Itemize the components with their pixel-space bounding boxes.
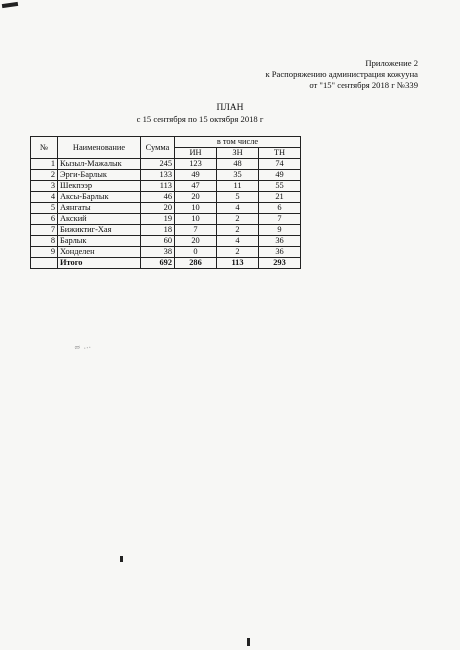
cell-zn: 5 xyxy=(217,192,259,203)
cell-sum: 19 xyxy=(141,214,175,225)
plan-subtitle: с 15 сентября по 15 октября 2018 г xyxy=(136,114,264,124)
table-row xyxy=(31,247,301,258)
table-row xyxy=(31,192,301,203)
cell-in: 7 xyxy=(175,225,217,236)
cell-zn: 4 xyxy=(217,203,259,214)
cell-tn: 49 xyxy=(259,170,301,181)
table-row xyxy=(31,236,301,247)
col-header-sum: Сумма xyxy=(141,137,175,159)
cell-sum: 60 xyxy=(141,236,175,247)
cell-in: 0 xyxy=(175,247,217,258)
cell-tn: 7 xyxy=(259,214,301,225)
table-row xyxy=(31,170,301,181)
cell-number: 2 xyxy=(31,170,58,181)
cell-zn: 2 xyxy=(217,247,259,258)
cell-number xyxy=(31,258,58,269)
col-header-zn: ЗН xyxy=(217,148,259,159)
cell-sum: 20 xyxy=(141,203,175,214)
cell-number: 8 xyxy=(31,236,58,247)
cell-tn: 9 xyxy=(259,225,301,236)
cell-name: Аянгаты xyxy=(58,203,141,214)
col-header-number: № xyxy=(31,137,58,159)
cell-zn: 11 xyxy=(217,181,259,192)
cell-number: 5 xyxy=(31,203,58,214)
cell-sum: 18 xyxy=(141,225,175,236)
appendix-line-1: Приложение 2 xyxy=(365,58,418,68)
cell-total-zn: 113 xyxy=(217,258,259,269)
cell-in: 49 xyxy=(175,170,217,181)
cell-zn: 4 xyxy=(217,236,259,247)
cell-in: 123 xyxy=(175,159,217,170)
cell-number: 4 xyxy=(31,192,58,203)
cell-in: 47 xyxy=(175,181,217,192)
cell-name: Бижиктиг-Хая xyxy=(58,225,141,236)
table-row xyxy=(31,225,301,236)
cell-number: 6 xyxy=(31,214,58,225)
appendix-line-3: от "15" сентября 2018 г №339 xyxy=(309,80,418,90)
cell-name: Барлык xyxy=(58,236,141,247)
cell-tn: 36 xyxy=(259,236,301,247)
cell-in: 20 xyxy=(175,192,217,203)
table-row xyxy=(31,214,301,225)
appendix-line-2: к Распоряжению администрация кожууна xyxy=(265,69,418,79)
col-header-including: в том числе xyxy=(175,137,301,148)
table-total-row xyxy=(31,258,301,269)
cell-name: Акский xyxy=(58,214,141,225)
cell-tn: 36 xyxy=(259,247,301,258)
cell-zn: 48 xyxy=(217,159,259,170)
plan-title: ПЛАН xyxy=(216,103,244,113)
cell-number: 1 xyxy=(31,159,58,170)
appendix-header xyxy=(265,58,418,91)
col-header-tn: ТН xyxy=(259,148,301,159)
cell-tn: 55 xyxy=(259,181,301,192)
cell-total-tn: 293 xyxy=(259,258,301,269)
scan-dot-middle xyxy=(120,556,123,562)
cell-total-sum: 692 xyxy=(141,258,175,269)
table-row xyxy=(31,159,301,170)
cell-zn: 2 xyxy=(217,225,259,236)
cell-zn: 2 xyxy=(217,214,259,225)
cell-tn: 21 xyxy=(259,192,301,203)
cell-name: Аксы-Барлык xyxy=(58,192,141,203)
col-header-name: Наименование xyxy=(58,137,141,159)
cell-sum: 46 xyxy=(141,192,175,203)
cell-tn: 6 xyxy=(259,203,301,214)
scan-mark-top-left xyxy=(2,2,18,8)
cell-sum: 245 xyxy=(141,159,175,170)
cell-in: 20 xyxy=(175,236,217,247)
col-header-in: ИН xyxy=(175,148,217,159)
table-row xyxy=(31,203,301,214)
table-row xyxy=(31,181,301,192)
cell-total-label: Итого xyxy=(58,258,141,269)
cell-number: 9 xyxy=(31,247,58,258)
cell-tn: 74 xyxy=(259,159,301,170)
cell-zn: 35 xyxy=(217,170,259,181)
cell-total-in: 286 xyxy=(175,258,217,269)
cell-name: Эрги-Барлык xyxy=(58,170,141,181)
cell-number: 7 xyxy=(31,225,58,236)
cell-name: Шекпээр xyxy=(58,181,141,192)
cell-in: 10 xyxy=(175,214,217,225)
cell-number: 3 xyxy=(31,181,58,192)
cell-in: 10 xyxy=(175,203,217,214)
cell-name: Хонделен xyxy=(58,247,141,258)
scan-dot-bottom xyxy=(247,638,250,646)
cell-name: Кызыл-Мажалык xyxy=(58,159,141,170)
cell-sum: 133 xyxy=(141,170,175,181)
plan-table xyxy=(30,136,301,269)
cell-sum: 113 xyxy=(141,181,175,192)
cell-sum: 38 xyxy=(141,247,175,258)
faint-scribble: ≈ ... xyxy=(73,340,92,353)
